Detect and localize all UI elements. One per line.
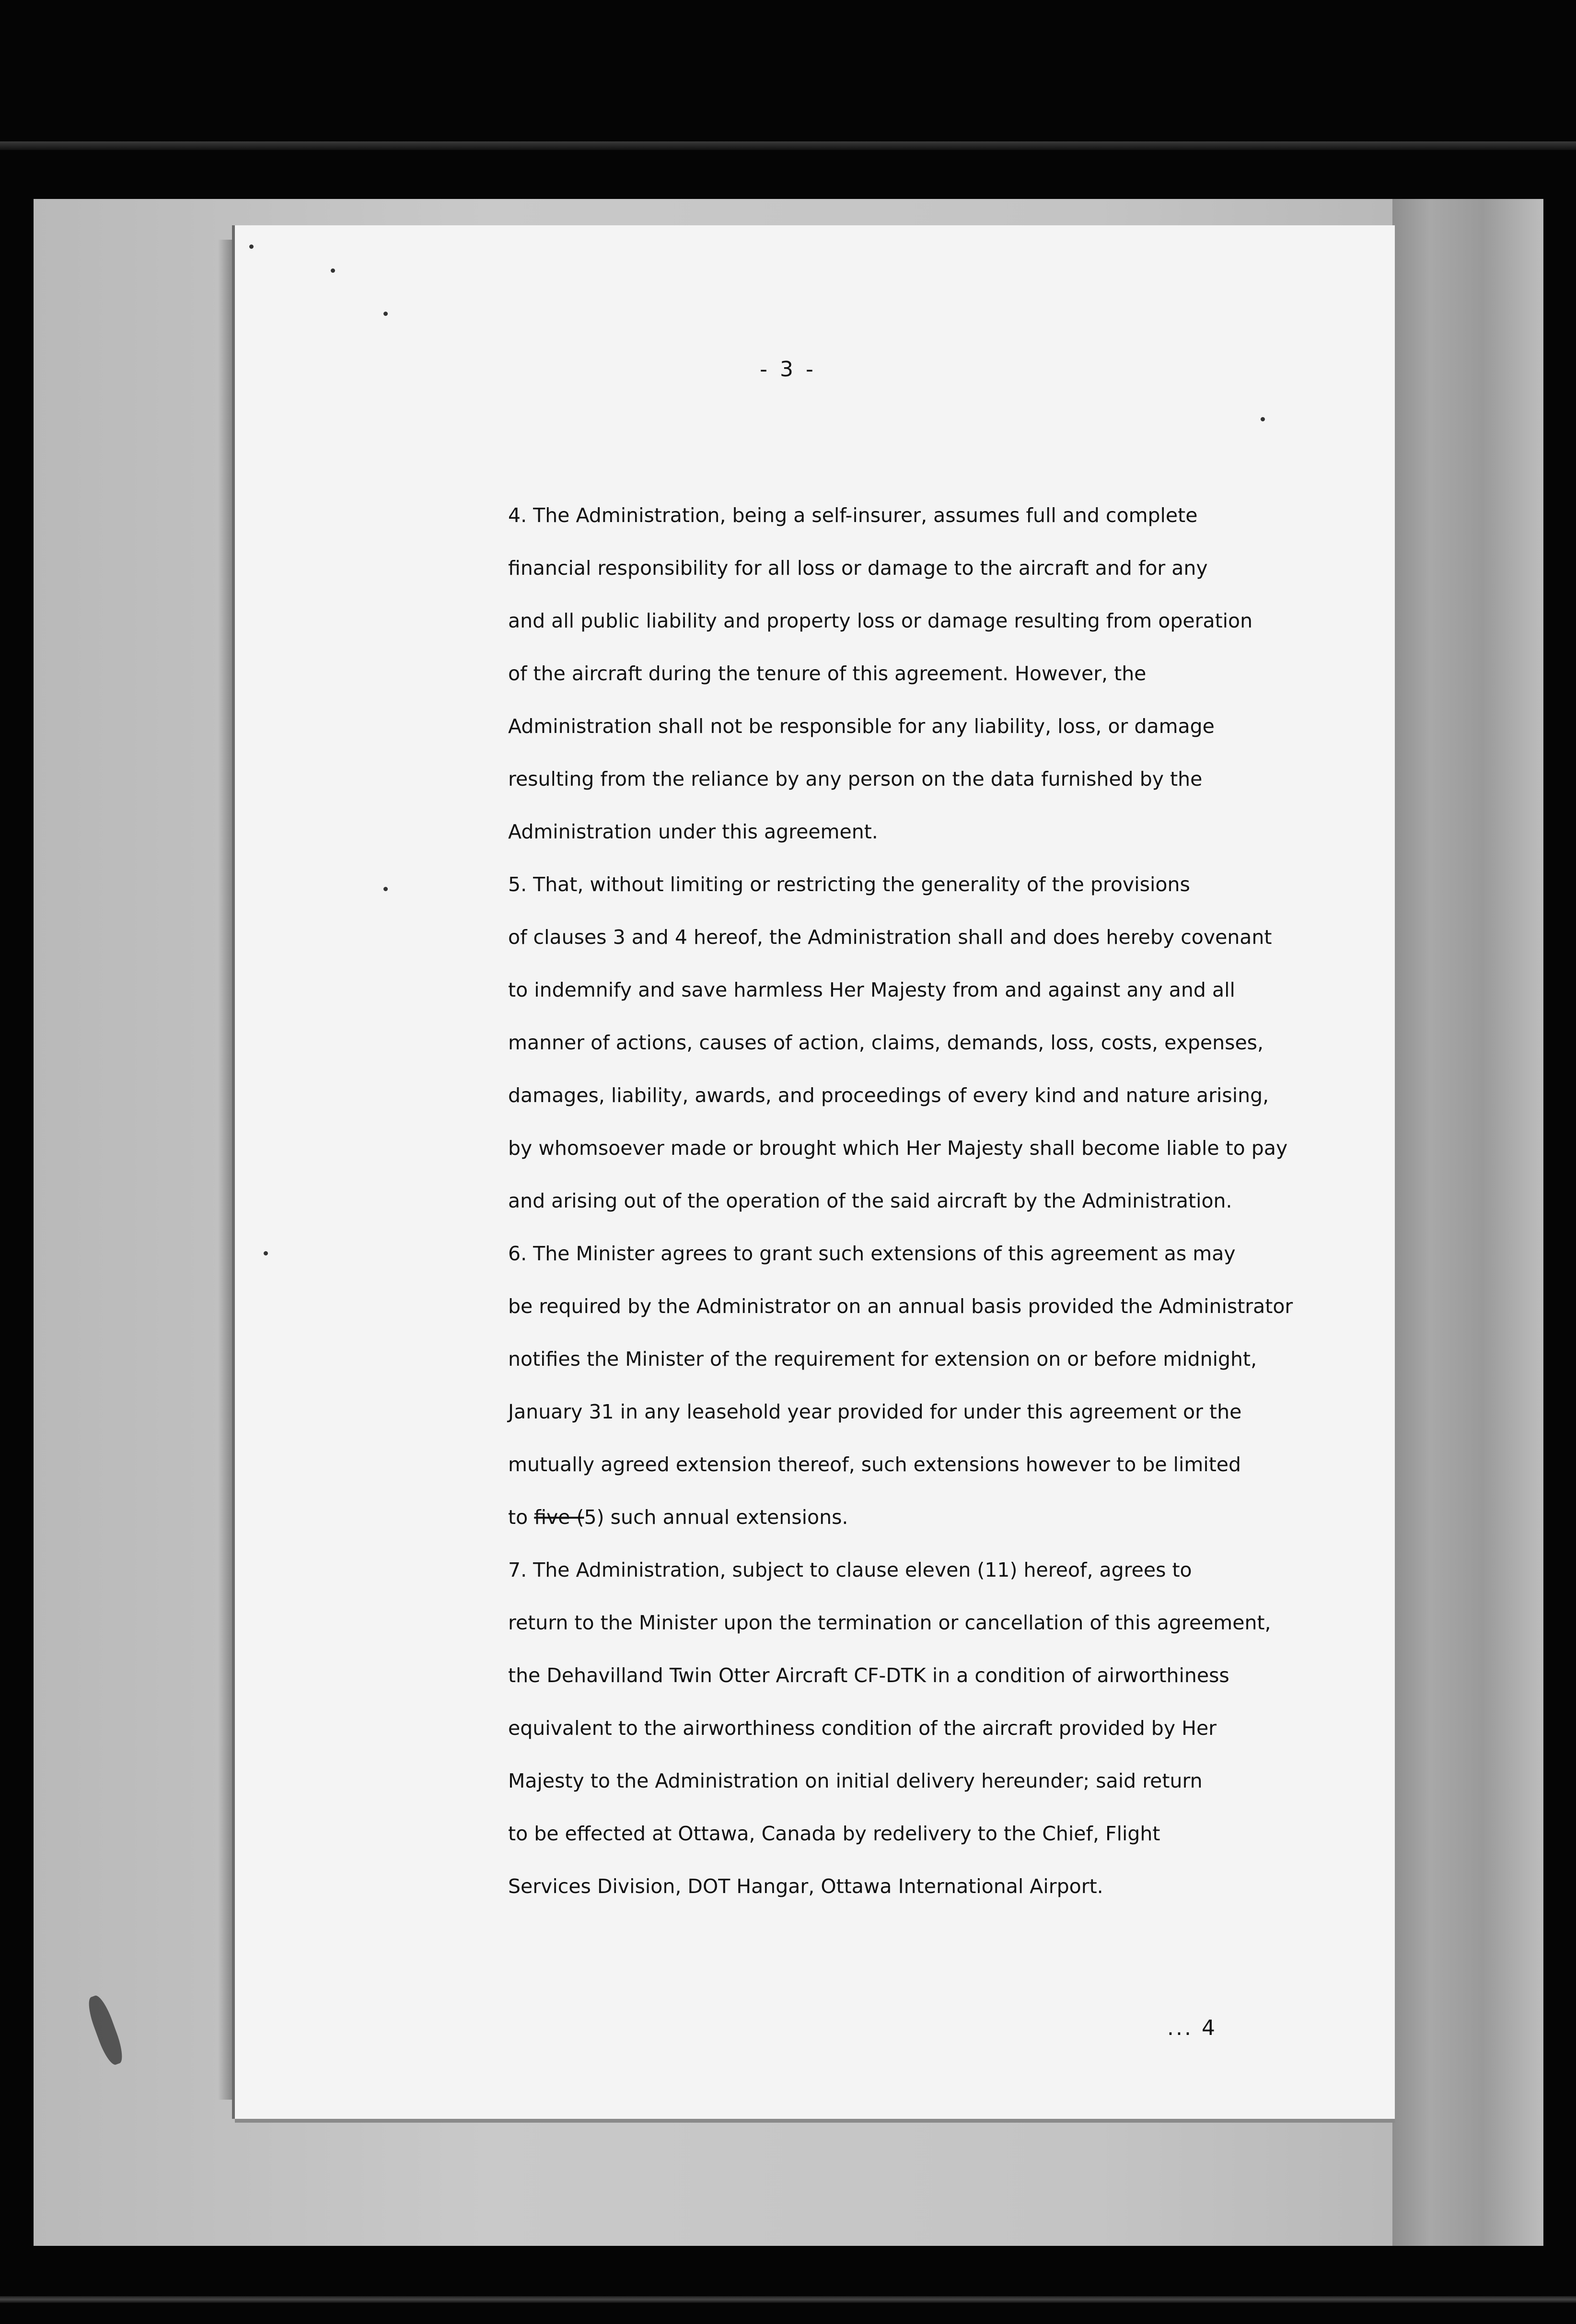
text-fragment: to — [508, 1506, 534, 1529]
dust-speck — [264, 1251, 268, 1255]
dust-speck — [249, 244, 254, 249]
page-shadow — [218, 240, 237, 2100]
film-edge-bottom — [0, 2296, 1576, 2303]
text-line: of clauses 3 and 4 hereof, the Administration shall and does hereby covenant — [508, 926, 1272, 949]
dust-speck — [331, 268, 335, 273]
page-number: - 3 - — [760, 357, 816, 382]
text-line: mutually agreed extension thereof, such extensions however to be limited — [508, 1453, 1241, 1476]
text-line: the Dehavilland Twin Otter Aircraft CF-DTK in a condition of airworthiness — [508, 1664, 1229, 1687]
text-line: to indemnify and save harmless Her Majesty from and against any and all — [508, 978, 1235, 1001]
dust-speck — [383, 312, 388, 316]
text-line: 6. The Minister agrees to grant such extensions of this agreement as may — [508, 1242, 1236, 1265]
text-line: notifies the Minister of the requirement for extension on or before midnight, — [508, 1348, 1257, 1371]
text-line: by whomsoever made or brought which Her Majesty shall become liable to pay — [508, 1137, 1288, 1160]
dust-speck — [1261, 417, 1265, 421]
text-line: and all public liability and property loss or damage resulting from operation — [508, 609, 1253, 632]
text-fragment: 5) such annual extensions. — [584, 1506, 848, 1529]
text-line: resulting from the reliance by any person on the data furnished by the — [508, 767, 1203, 790]
text-line: financial responsibility for all loss or damage to the aircraft and for any — [508, 557, 1208, 580]
text-line: damages, liability, awards, and proceedings of every kind and nature arising, — [508, 1084, 1269, 1107]
text-line: of the aircraft during the tenure of this agreement. However, the — [508, 662, 1147, 685]
text-line: return to the Minister upon the termination or cancellation of this agreement, — [508, 1611, 1271, 1634]
text-line: Administration under this agreement. — [508, 820, 878, 843]
film-edge-top — [0, 141, 1576, 150]
text-line: 4. The Administration, being a self-insurer, assumes full and complete — [508, 504, 1198, 527]
text-line-with-strikeout — [508, 1491, 1294, 1544]
continuation-marker: ... 4 — [1167, 2016, 1217, 2040]
scan-backdrop-right-edge — [1392, 199, 1543, 2246]
document-body — [508, 489, 1294, 1913]
dust-speck — [383, 887, 388, 891]
text-line: 7. The Administration, subject to clause eleven (11) hereof, agrees to — [508, 1558, 1192, 1581]
text-line: manner of actions, causes of action, claims, demands, loss, costs, expenses, — [508, 1031, 1264, 1054]
text-line: 5. That, without limiting or restricting the generality of the provisions — [508, 873, 1190, 896]
text-line: Majesty to the Administration on initial delivery hereunder; said return — [508, 1769, 1203, 1792]
text-line: Services Division, DOT Hangar, Ottawa International Airport. — [508, 1875, 1103, 1898]
text-line: be required by the Administrator on an annual basis provided the Administrator — [508, 1295, 1293, 1318]
text-line: to be effected at Ottawa, Canada by redelivery to the Chief, Flight — [508, 1822, 1160, 1845]
text-line: January 31 in any leasehold year provided for under this agreement or the — [508, 1400, 1242, 1423]
text-line: and arising out of the operation of the said aircraft by the Administration. — [508, 1189, 1232, 1212]
text-line: equivalent to the airworthiness condition of the aircraft provided by Her — [508, 1717, 1217, 1740]
struck-text: five ( — [534, 1506, 584, 1529]
text-line: Administration shall not be responsible for any liability, loss, or damage — [508, 715, 1215, 738]
